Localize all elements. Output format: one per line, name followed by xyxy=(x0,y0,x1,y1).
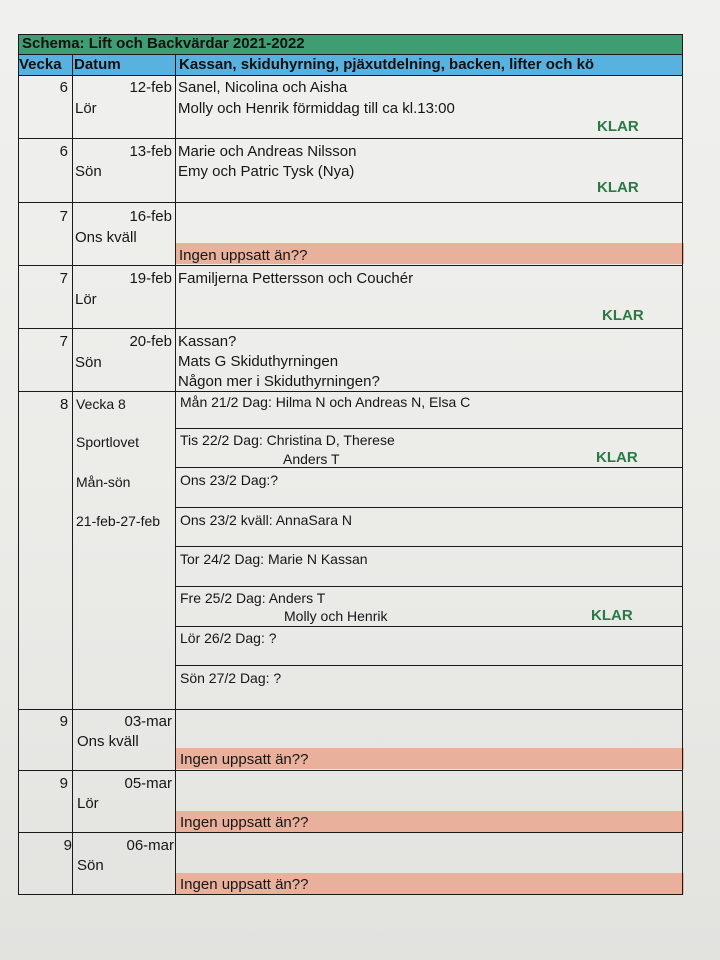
assignment-line: Lör 26/2 Dag: ? xyxy=(180,630,277,646)
date: 20-feb xyxy=(129,333,172,350)
row-separator xyxy=(18,202,683,203)
assignment-line: Familjerna Pettersson och Couchér xyxy=(178,270,414,287)
row-separator xyxy=(18,894,683,895)
assignment-line: Ons 23/2 Dag:? xyxy=(180,472,279,488)
week-number: 6 xyxy=(59,143,68,160)
week-number: 9 xyxy=(63,837,72,854)
date-label: Sportlovet xyxy=(76,434,140,450)
assignment-line: Molly och Henrik xyxy=(284,608,388,624)
date: 13-feb xyxy=(129,143,172,160)
subrow-separator xyxy=(175,428,683,429)
week-number: 7 xyxy=(59,333,68,350)
week-number: 9 xyxy=(59,713,68,730)
status-klar: KLAR xyxy=(597,118,639,135)
header-datum: Datum xyxy=(74,56,121,73)
subrow-separator xyxy=(175,467,683,468)
assignment-line: Någon mer i Skiduthyrningen? xyxy=(178,373,380,390)
weekday: Lör xyxy=(77,795,99,812)
weekday: Lör xyxy=(75,291,97,308)
unassigned-note: Ingen uppsatt än?? xyxy=(180,751,309,768)
grid-line xyxy=(72,54,73,895)
assignment-line: Sanel, Nicolina och Aisha xyxy=(178,79,348,96)
weekday: Lör xyxy=(75,100,97,117)
schedule-title: Schema: Lift och Backvärdar 2021-2022 xyxy=(22,35,305,52)
date: 06-mar xyxy=(126,837,174,854)
assignment-line: Mån 21/2 Dag: Hilma N och Andreas N, Elsa C xyxy=(180,394,471,410)
subrow-separator xyxy=(175,586,683,587)
week-number: 6 xyxy=(59,79,68,96)
weekday: Sön xyxy=(75,354,102,371)
date: 03-mar xyxy=(124,713,172,730)
grid-line xyxy=(682,34,683,895)
weekday: Ons kväll xyxy=(75,229,137,246)
subrow-separator xyxy=(175,665,683,666)
unassigned-note: Ingen uppsatt än?? xyxy=(180,876,309,893)
date-label: 21-feb-27-feb xyxy=(76,513,161,529)
row-separator xyxy=(18,328,683,329)
assignment-line: Marie och Andreas Nilsson xyxy=(178,143,357,160)
assignment-line: Fre 25/2 Dag: Anders T xyxy=(180,590,326,606)
assignment-line: Ons 23/2 kväll: AnnaSara N xyxy=(180,512,352,528)
unassigned-note: Ingen uppsatt än?? xyxy=(180,814,309,831)
status-klar: KLAR xyxy=(597,179,639,196)
row-separator xyxy=(18,138,683,139)
date: 19-feb xyxy=(129,270,172,287)
week-number: 9 xyxy=(59,775,68,792)
weekday: Sön xyxy=(77,857,104,874)
week-number: 8 xyxy=(60,396,69,413)
header-vecka: Vecka xyxy=(19,56,62,73)
date-label: Mån-sön xyxy=(76,474,131,490)
grid-line xyxy=(18,75,683,76)
subrow-separator xyxy=(175,507,683,508)
row-separator xyxy=(18,770,683,771)
assignment-line: Sön 27/2 Dag: ? xyxy=(180,670,282,686)
row-separator xyxy=(18,709,683,710)
subrow-separator xyxy=(175,546,683,547)
assignment-line: Kassan? xyxy=(178,333,237,350)
header-tasks: Kassan, skiduhyrning, pjäxutdelning, backen, lifter och kö xyxy=(179,56,595,73)
assignment-line: Anders T xyxy=(283,451,340,467)
grid-line xyxy=(18,34,683,35)
assignment-line: Tis 22/2 Dag: Christina D, Therese xyxy=(180,432,395,448)
status-klar: KLAR xyxy=(596,449,638,466)
status-klar: KLAR xyxy=(602,307,644,324)
date-label: Vecka 8 xyxy=(76,396,126,412)
week-number: 7 xyxy=(59,208,68,225)
week-number: 7 xyxy=(59,270,68,287)
assignment-line: Molly och Henrik förmiddag till ca kl.13:00 xyxy=(178,100,455,117)
date: 12-feb xyxy=(129,79,172,96)
assignment-line: Tor 24/2 Dag: Marie N Kassan xyxy=(180,551,368,567)
weekday: Ons kväll xyxy=(77,733,139,750)
grid-line xyxy=(18,34,19,895)
row-separator xyxy=(18,265,683,266)
date: 05-mar xyxy=(124,775,172,792)
status-klar: KLAR xyxy=(591,607,633,624)
weekday: Sön xyxy=(75,163,102,180)
date: 16-feb xyxy=(129,208,172,225)
row-separator xyxy=(18,832,683,833)
grid-line xyxy=(175,54,176,895)
assignment-line: Mats G Skiduthyrningen xyxy=(178,353,339,370)
subrow-separator xyxy=(175,626,683,627)
row-separator xyxy=(18,391,683,392)
unassigned-note: Ingen uppsatt än?? xyxy=(179,247,308,264)
grid-line xyxy=(18,54,683,55)
assignment-line: Emy och Patric Tysk (Nya) xyxy=(178,163,355,180)
